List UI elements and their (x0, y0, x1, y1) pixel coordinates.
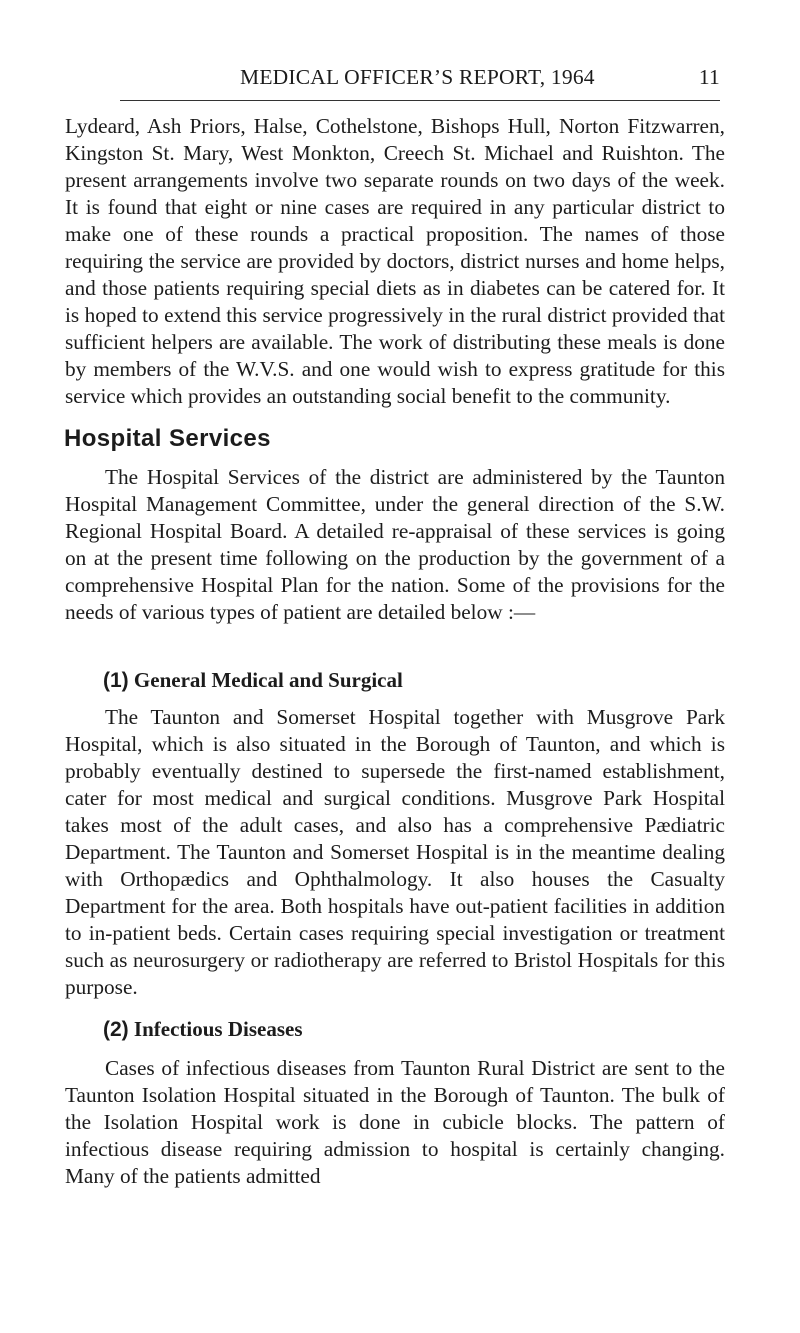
header-rule (120, 100, 720, 101)
section-1-heading (103, 666, 403, 695)
section-1-number: (1) (103, 669, 129, 692)
section-2-heading (103, 1015, 303, 1044)
report-title: MEDICAL OFFICER’S REPORT, 1964 (240, 65, 595, 89)
section-1-title: General Medical and Surgical (133, 668, 403, 692)
page-number: 11 (698, 65, 720, 89)
hospital-services-heading: Hospital Services (64, 425, 271, 452)
section-2-paragraph: Cases of infectious diseases from Taunton Rural District are sent to the Taunton Isolation Hospital situated in the Borough of Taunton. The bulk of the Isolation Hospital work is done in cubicle blocks. The pattern of infectious disease requiring admission to hospital is certainly changing. Many of the patients admitted (65, 1056, 725, 1189)
section-1-paragraph: The Taunton and Somerset Hospital together with Musgrove Park Hospital, which is also situated in the Borough of Taunton, and which is probably eventually destined to supersede the first-named establishment, cater for most medical and surgical conditions. Musgrove Park Hospital takes most of the adult cases, and also has a comprehensive Pædiatric Department. The Taunton and Somerset Hospital is in the meantime dealing with Orthopædics and Ophthalmology. It also houses the Casualty Department for the area. Both hospitals have out-patient facilities in addition to in-patient beds. Certain cases requiring special investigation or treatment such as neurosurgery or radiotherapy are referred to Bristol Hospitals for this purpose. (65, 705, 725, 1000)
section-2-number: (2) (103, 1018, 129, 1041)
section-2-title: Infectious Diseases (133, 1017, 303, 1041)
hospital-services-paragraph: The Hospital Services of the district are administered by the Taunton Hospital Management Committee, under the general direction of the S.W. Regional Hospital Board. A detailed re-appraisal of these services is going on at the present time following on the production by the government of a comprehensive Hospital Plan for the nation. Some of the provisions for the needs of various types of patient are detailed below :— (65, 465, 725, 625)
intro-paragraph: Lydeard, Ash Priors, Halse, Cothelstone, Bishops Hull, Norton Fitzwarren, Kingston St. Mary, West Monkton, Creech St. Michael and Ruishton. The present arrangements involve two separate rounds on two days of the week. It is found that eight or nine cases are required in any particular district to make one of these rounds a practical proposition. The names of those requiring the service are provided by doctors, district nurses and home helps, and those patients requiring special diets as in diabetes can be catered for. It is hoped to extend this service progressively in the rural district provided that sufficient helpers are available. The work of distributing these meals is done by members of the W.V.S. and one would wish to express gratitude for this service which provides an outstanding social benefit to the community. (65, 114, 725, 409)
